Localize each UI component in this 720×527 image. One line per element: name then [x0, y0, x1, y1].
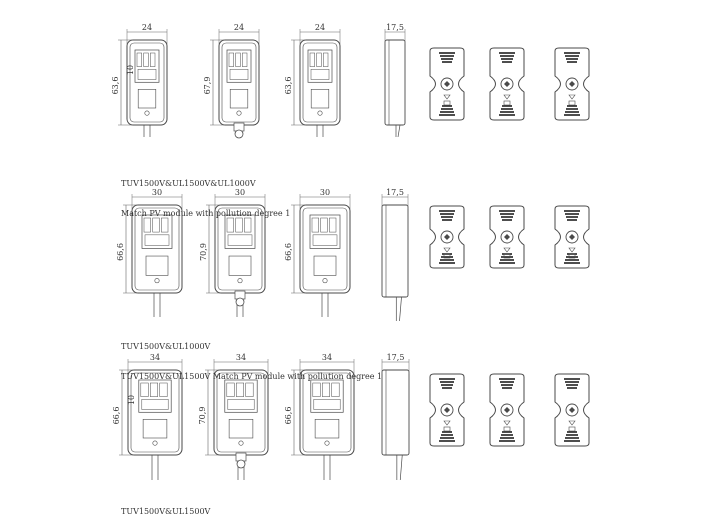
- side-cable: [396, 297, 401, 321]
- terminal-slot: [329, 218, 336, 232]
- polarity-mark: [504, 421, 510, 425]
- height-dimension-label: 63,6: [111, 76, 120, 95]
- terminal-block: [310, 215, 340, 248]
- row-1-box-b-front-view: [203, 23, 259, 138]
- row-1-box-a-front-view: [111, 23, 167, 137]
- housing-inner-outline: [303, 208, 347, 290]
- label-mark: [444, 101, 450, 105]
- polarity-mark: [444, 248, 450, 252]
- width-dimension-label: 34: [149, 353, 161, 362]
- diode-clip: [313, 235, 337, 246]
- polarity-mark: [504, 95, 510, 99]
- depth-dimension-label: 17,5: [386, 353, 405, 362]
- width-dimension-label: 24: [314, 23, 326, 32]
- polarity-mark: [444, 421, 450, 425]
- width-dimension-label: 30: [151, 188, 163, 197]
- hub-mark: [504, 81, 510, 87]
- cable-seal-body: [229, 419, 253, 438]
- width-dimension-label: 34: [235, 353, 247, 362]
- terminal-slot: [323, 53, 328, 67]
- polarity-mark: [569, 95, 575, 99]
- screw-mark: [155, 278, 159, 282]
- row-1-connector-2: [490, 48, 524, 120]
- terminal-slot: [242, 53, 247, 67]
- row-3-connector-3: [555, 374, 589, 446]
- hanging-ring: [235, 130, 243, 138]
- width-dimension-label: 34: [321, 353, 333, 362]
- inner-dimension-label: 10: [126, 64, 135, 76]
- hanging-ring: [237, 460, 245, 468]
- height-dimension-label: 67,9: [203, 76, 212, 95]
- terminal-slot: [321, 218, 328, 232]
- hub-mark: [444, 234, 450, 240]
- height-dimension-label: 66,6: [112, 406, 121, 425]
- terminal-slot: [137, 53, 142, 67]
- label-mark: [504, 101, 510, 105]
- diode-clip: [311, 69, 329, 79]
- diode-clip: [314, 399, 340, 409]
- hub-mark: [444, 81, 450, 87]
- screw-mark: [325, 441, 329, 445]
- hub-mark: [569, 81, 575, 87]
- diode-clip: [138, 69, 156, 79]
- diode-clip: [228, 399, 254, 409]
- terminal-slot: [317, 53, 322, 67]
- row-3-side-view: [382, 353, 409, 480]
- row-1-connector-3: [555, 48, 589, 120]
- row-2-box-c-front-view: [284, 188, 350, 317]
- diode-clip: [228, 235, 252, 246]
- depth-dimension-label: 17,5: [386, 188, 404, 197]
- width-dimension-label: 30: [319, 188, 331, 197]
- cable-seal-body: [138, 89, 156, 108]
- caption-row-1-line-2: Match PV module with pollution degree 1: [121, 209, 291, 218]
- polarity-mark: [569, 421, 575, 425]
- label-mark: [444, 427, 450, 431]
- row-2-connector-1: [430, 206, 464, 268]
- row-3-connector-1: [430, 374, 464, 446]
- polarity-mark: [504, 248, 510, 252]
- terminal-slot: [229, 53, 234, 67]
- terminal-slot: [150, 53, 155, 67]
- side-outline: [385, 40, 405, 125]
- terminal-block: [227, 50, 251, 82]
- hub-mark: [504, 234, 510, 240]
- screw-mark: [145, 111, 149, 115]
- label-mark: [504, 427, 510, 431]
- hub-mark: [444, 407, 450, 413]
- screw-mark: [323, 278, 327, 282]
- caption-row-3: [121, 487, 210, 527]
- diode-clip: [142, 399, 168, 409]
- diode-clip: [230, 69, 248, 79]
- caption-row-2: [121, 322, 382, 392]
- screw-mark: [238, 278, 242, 282]
- label-mark: [569, 427, 575, 431]
- row-2-side-view: [382, 188, 408, 321]
- cable-seal-body: [230, 89, 248, 108]
- depth-dimension-label: 17,5: [386, 23, 404, 32]
- terminal-slot: [236, 53, 241, 67]
- height-dimension-label: 70,9: [199, 243, 208, 261]
- diode-clip: [145, 235, 169, 246]
- polarity-mark: [569, 248, 575, 252]
- cable-seal-body: [311, 89, 329, 108]
- cable-seal-body: [146, 256, 168, 275]
- terminal-block: [135, 50, 159, 82]
- screw-mark: [153, 441, 157, 445]
- terminal-slot: [144, 53, 149, 67]
- height-dimension-label: 70,9: [198, 406, 207, 425]
- width-dimension-label: 24: [233, 23, 245, 32]
- caption-row-1: [121, 159, 290, 229]
- terminal-slot: [312, 218, 319, 232]
- inner-dimension-label: 10: [127, 394, 136, 406]
- row-3-connector-2: [490, 374, 524, 446]
- row-2-connector-2: [490, 206, 524, 268]
- width-dimension-label: 24: [141, 23, 153, 32]
- caption-row-1-line-1: TUV1500V&UL1500V&UL1000V: [121, 179, 256, 188]
- cable-seal-body: [314, 256, 336, 275]
- cable-seal-body: [229, 256, 251, 275]
- cable-seal-body: [143, 419, 167, 438]
- terminal-slot: [310, 53, 315, 67]
- hub-mark: [569, 234, 575, 240]
- screw-mark: [318, 111, 322, 115]
- screw-mark: [239, 441, 243, 445]
- side-cable: [396, 125, 400, 137]
- caption-row-2-line-2: TUV1500V&UL1500V Match PV module with pollution degree 1: [121, 372, 383, 381]
- height-dimension-label: 66,6: [284, 406, 293, 425]
- row-1-connector-1: [430, 48, 464, 120]
- screw-mark: [237, 111, 241, 115]
- height-dimension-label: 66,6: [116, 243, 125, 261]
- hanging-ring: [236, 298, 244, 306]
- label-mark: [569, 101, 575, 105]
- caption-row-2-line-1: TUV1500V&UL1000V: [121, 342, 211, 351]
- row-2-connector-3: [555, 206, 589, 268]
- width-dimension-label: 30: [234, 188, 246, 197]
- row-1-side-view: [385, 23, 405, 137]
- hub-mark: [569, 407, 575, 413]
- row-1-box-c-front-view: [284, 23, 340, 137]
- caption-row-3-line-1: TUV1500V&UL1500V: [121, 507, 211, 516]
- height-dimension-label: 66,6: [284, 243, 293, 261]
- hub-mark: [504, 407, 510, 413]
- side-cable: [397, 455, 402, 480]
- polarity-mark: [444, 95, 450, 99]
- cable-seal-body: [315, 419, 339, 438]
- terminal-block: [308, 50, 332, 82]
- height-dimension-label: 63,6: [284, 76, 293, 95]
